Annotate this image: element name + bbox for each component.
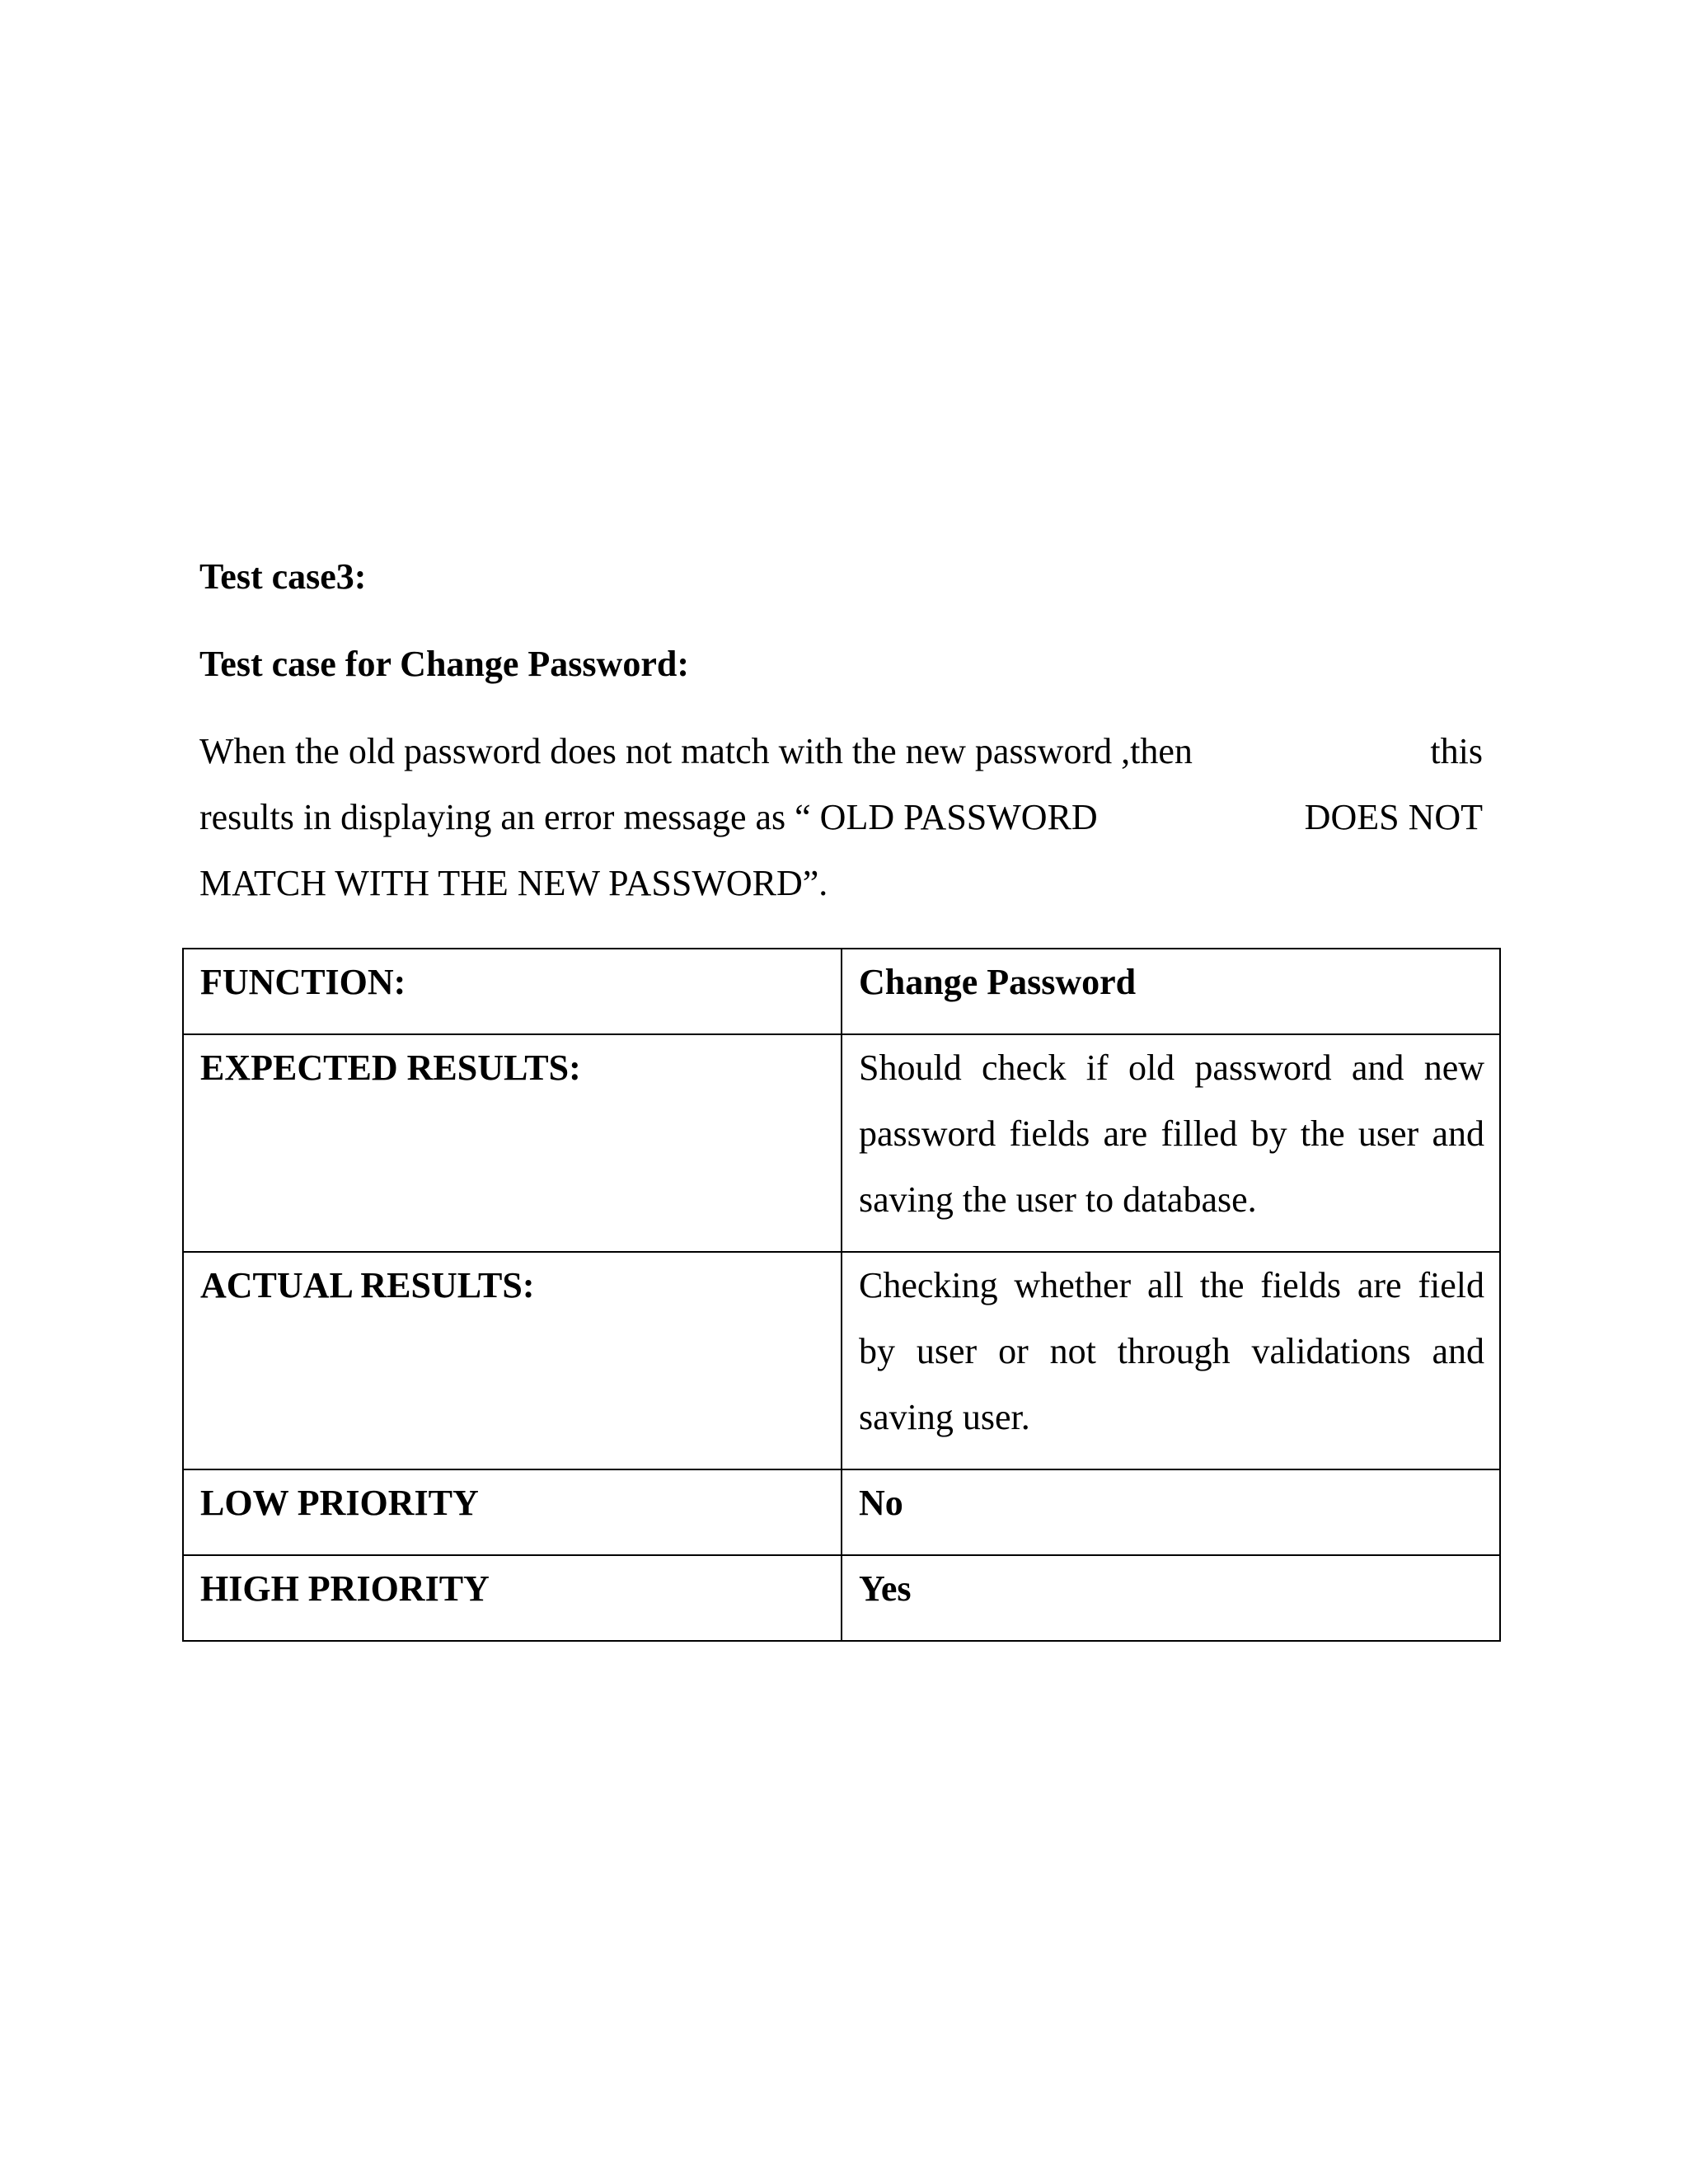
row-value: Checking whether all the fields are field by user or not through validations and saving user. [842, 1252, 1500, 1469]
description-line-3: MATCH WITH THE NEW PASSWORD”. [199, 863, 828, 903]
description-line-1-left: When the old password does not match with the new password ,then [199, 731, 1193, 771]
row-label: LOW PRIORITY [183, 1469, 842, 1555]
description-line-2-right: DOES NOT [1304, 797, 1483, 837]
row-value: Should check if old password and new password fields are filled by the user and saving the user to database. [842, 1034, 1500, 1252]
description-line-2 [199, 794, 1483, 841]
row-label: EXPECTED RESULTS: [183, 1034, 842, 1252]
table-row-actual-results [183, 1252, 1500, 1469]
test-case-table [182, 948, 1501, 1642]
test-case-title: Test case3: [199, 556, 367, 597]
row-label: HIGH PRIORITY [183, 1555, 842, 1641]
table-row-expected-results [183, 1034, 1500, 1252]
test-case-subtitle: Test case for Change Password: [199, 644, 689, 684]
table-row-low-priority [183, 1469, 1500, 1555]
row-label: FUNCTION: [183, 949, 842, 1034]
table-row-function [183, 949, 1500, 1034]
row-value: Yes [842, 1555, 1500, 1641]
row-label: ACTUAL RESULTS: [183, 1252, 842, 1469]
description-line-1 [199, 729, 1483, 775]
row-value: No [842, 1469, 1500, 1555]
description-line-2-left: results in displaying an error message as “ OLD PASSWORD [199, 797, 1098, 837]
description-line-1-right: this [1430, 731, 1483, 771]
row-value: Change Password [842, 949, 1500, 1034]
table-row-high-priority [183, 1555, 1500, 1641]
